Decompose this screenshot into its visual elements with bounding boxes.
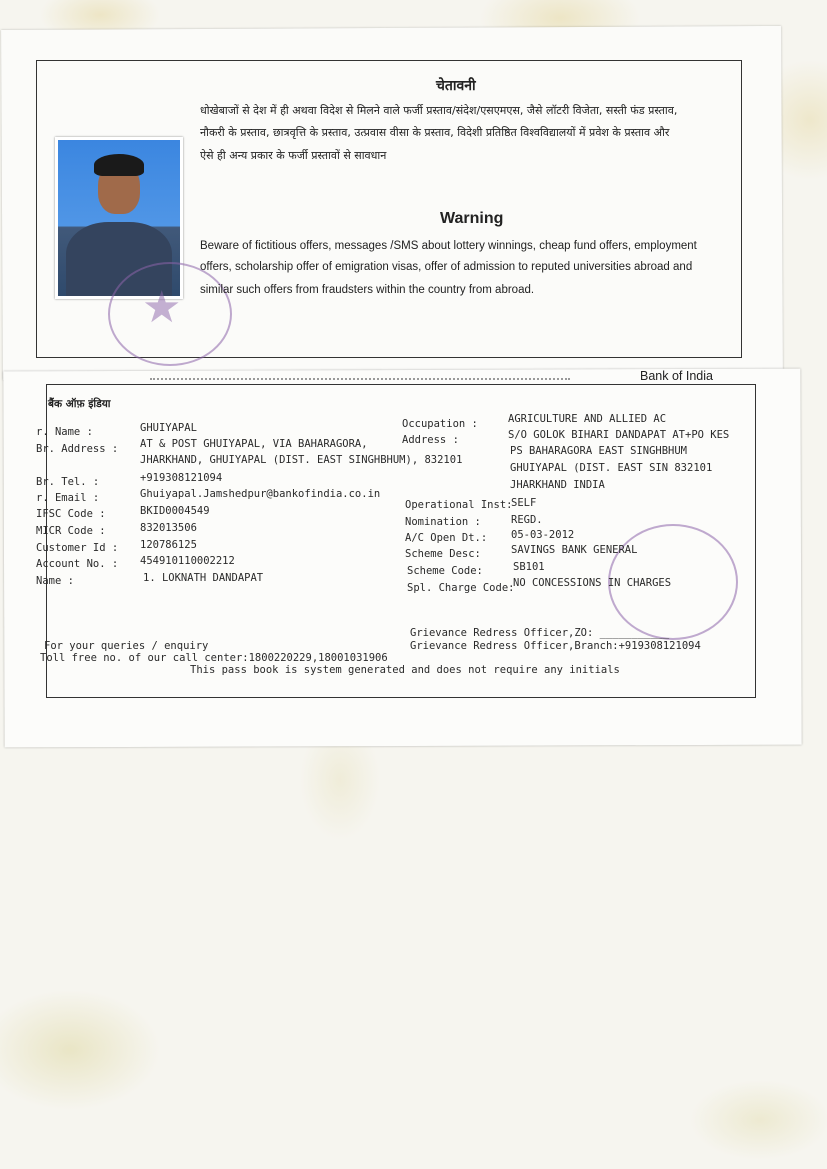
branch-address-line: AT & POST GHUIYAPAL, VIA BAHARAGORA, [140, 438, 368, 450]
grievance-branch: Grievance Redress Officer,Branch:+919308121094 [410, 640, 701, 652]
label-open-date: A/C Open Dt.: [405, 532, 488, 544]
account-number: 454910110002212 [140, 555, 235, 567]
queries-text: For your queries / enquiry [44, 640, 209, 652]
customer-id: 120786125 [140, 539, 197, 551]
customer-address-line: S/O GOLOK BIHARI DANDAPAT AT+PO KES [508, 429, 730, 441]
label-micr: MICR Code : [36, 525, 106, 537]
holder-name: 1. LOKNATH DANDAPAT [143, 572, 264, 584]
customer-address-line: JHARKHAND INDIA [510, 479, 605, 491]
label-holder-name: Name : [36, 575, 74, 587]
branch-address-line: JHARKHAND, GHUIYAPAL (DIST. EAST SINGHBHUM), 832101 [140, 454, 463, 466]
warning-line: offers, scholarship offer of emigration visas, offer of admission to reputed universities abroad and [200, 261, 693, 273]
warning-hindi-line: नौकरी के प्रस्ताव, छात्रवृत्ति के प्रस्ताव, उत्प्रवास वीसा के प्रस्ताव, विदेशी प्रतिष्ठित विश्वविद्यालयों में प्रवेश के प्रस्ताव और [200, 126, 670, 139]
label-branch-name: r. Name : [36, 426, 93, 438]
label-customer-id: Customer Id : [36, 542, 119, 554]
grievance-zo: Grievance Redress Officer,ZO: ___________ [410, 627, 670, 639]
branch-email: Ghuiyapal.Jamshedpur@bankofindia.co.in [140, 488, 381, 500]
operational-inst: SELF [511, 497, 537, 509]
scheme-code: SB101 [513, 561, 545, 573]
label-ifsc: IFSC Code : [36, 508, 106, 520]
label-spl-charge-code: Spl. Charge Code: [407, 582, 515, 594]
stamp-star-icon: ★ [142, 282, 182, 333]
bank-name-hindi: बैंक ऑफ़ इंडिया [48, 398, 111, 410]
label-branch-tel: Br. Tel. : [36, 476, 100, 488]
label-nomination: Nomination : [405, 516, 481, 528]
label-operational-inst: Operational Inst: [405, 499, 513, 511]
ifsc-code: BKID0004549 [140, 505, 210, 517]
footer-note: This pass book is system generated and does not require any initials [190, 664, 620, 676]
warning-title-hindi: चेतावनी [436, 78, 476, 94]
label-account-no: Account No. : [36, 558, 119, 570]
warning-hindi-line: ऐसे ही अन्य प्रकार के फर्जी प्रस्तावों से सावधान [200, 149, 387, 162]
warning-title: Warning [440, 210, 504, 227]
label-occupation: Occupation : [402, 418, 478, 430]
warning-line: similar such offers from fraudsters within the country from abroad. [200, 284, 535, 296]
label-branch-email: r. Email : [36, 492, 100, 504]
label-scheme-code: Scheme Code: [407, 565, 483, 577]
occupation: AGRICULTURE AND ALLIED AC [508, 413, 667, 425]
spl-charge-code: NO CONCESSIONS IN CHARGES [513, 577, 672, 589]
label-scheme-desc: Scheme Desc: [405, 548, 481, 560]
micr-code: 832013506 [140, 522, 197, 534]
nomination: REGD. [511, 514, 543, 526]
customer-address-line: GHUIYAPAL (DIST. EAST SIN 832101 [510, 462, 713, 474]
warning-hindi-line: धोखेबाजों से देश में ही अथवा विदेश से मिलने वाले फर्जी प्रस्ताव/संदेश/एसएमएस, जैसे लॉटरी विजेता, सस्ती फंड प्रस्ताव, [200, 104, 678, 117]
warning-line: Beware of fictitious offers, messages /SMS about lottery winnings, cheap fund offers, employment [200, 240, 697, 252]
label-branch-address: Br. Address : [36, 443, 119, 455]
customer-address-line: PS BAHARAGORA EAST SINGHBHUM [510, 445, 688, 457]
open-date: 05-03-2012 [511, 529, 575, 541]
branch-name: GHUIYAPAL [140, 422, 197, 434]
toll-free-text: Toll free no. of our call center:1800220229,18001031906 [40, 652, 388, 664]
bank-name: Bank of India [640, 369, 713, 383]
binding-stitch [150, 378, 570, 380]
scheme-desc: SAVINGS BANK GENERAL [511, 544, 638, 556]
label-address: Address : [402, 434, 459, 446]
branch-tel: +919308121094 [140, 472, 223, 484]
